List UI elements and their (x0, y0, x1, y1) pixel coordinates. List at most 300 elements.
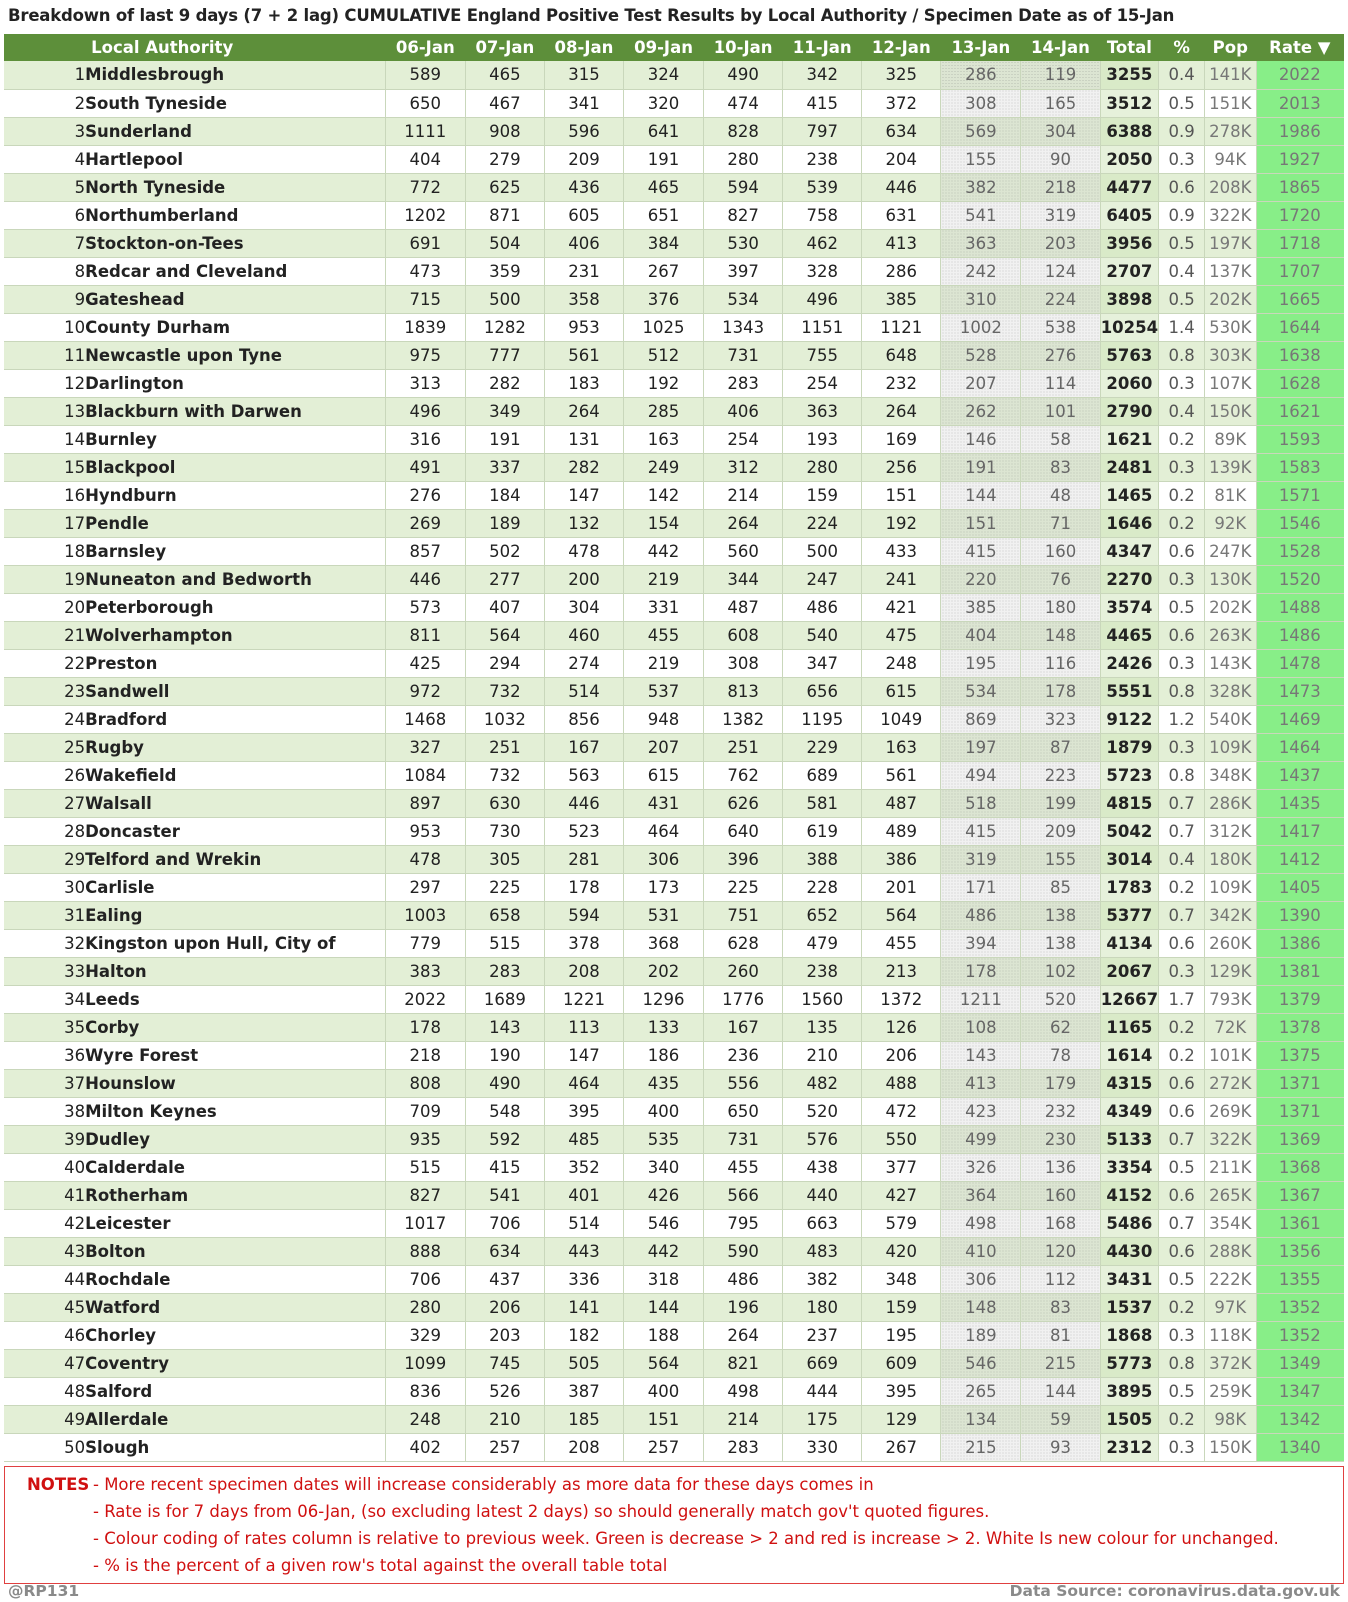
column-header-day[interactable]: 12-Jan (871, 38, 931, 57)
day-cell: 706 (385, 1265, 465, 1293)
lag-day-cell: 1211 (941, 985, 1021, 1013)
day-cell: 1382 (704, 705, 783, 733)
lag-day-cell: 151 (941, 509, 1021, 537)
lag-day-cell: 93 (1021, 1433, 1100, 1461)
day-cell: 182 (544, 1321, 623, 1349)
total-cell: 6388 (1100, 117, 1159, 145)
local-authority-cell: Sandwell (85, 677, 385, 705)
lag-day-cell: 534 (941, 677, 1021, 705)
table-row (4, 817, 1344, 845)
column-header-percent[interactable]: % (1173, 38, 1190, 57)
day-cell: 406 (544, 229, 623, 257)
local-authority-cell: Redcar and Cleveland (85, 257, 385, 285)
day-cell: 502 (465, 537, 544, 565)
day-cell: 908 (465, 117, 544, 145)
column-header-day[interactable]: 11-Jan (792, 38, 852, 57)
day-cell: 228 (783, 873, 862, 901)
rank-cell: 44 (4, 1265, 85, 1293)
day-cell: 129 (862, 1405, 941, 1433)
pop-cell: 793K (1204, 985, 1256, 1013)
day-cell: 465 (465, 61, 544, 89)
lag-day-cell: 423 (941, 1097, 1021, 1125)
rank-cell: 3 (4, 117, 85, 145)
rank-cell: 33 (4, 957, 85, 985)
day-cell: 489 (862, 817, 941, 845)
day-cell: 402 (385, 1433, 465, 1461)
day-cell: 546 (624, 1209, 704, 1237)
percent-cell: 0.9 (1159, 201, 1205, 229)
day-cell: 214 (704, 1405, 783, 1433)
day-cell: 264 (544, 397, 623, 425)
pop-cell: 211K (1204, 1153, 1256, 1181)
table-row (4, 117, 1344, 145)
pop-cell: 288K (1204, 1237, 1256, 1265)
day-cell: 237 (783, 1321, 862, 1349)
table-row (4, 621, 1344, 649)
day-cell: 515 (465, 929, 544, 957)
table-row (4, 789, 1344, 817)
day-cell: 358 (544, 285, 623, 313)
local-authority-cell: Sunderland (85, 117, 385, 145)
day-cell: 401 (544, 1181, 623, 1209)
pop-cell: 72K (1204, 1013, 1256, 1041)
pop-cell: 222K (1204, 1265, 1256, 1293)
day-cell: 534 (704, 285, 783, 313)
pop-cell: 202K (1204, 285, 1256, 313)
pop-cell: 263K (1204, 621, 1256, 649)
day-cell: 203 (465, 1321, 544, 1349)
local-authority-cell: Watford (85, 1293, 385, 1321)
day-cell: 312 (704, 453, 783, 481)
percent-cell: 0.3 (1159, 369, 1205, 397)
local-authority-cell: Kingston upon Hull, City of (85, 929, 385, 957)
day-cell: 550 (862, 1125, 941, 1153)
percent-cell: 0.3 (1159, 145, 1205, 173)
rate-cell: 1478 (1256, 649, 1343, 677)
day-cell: 479 (783, 929, 862, 957)
rate-cell: 1361 (1256, 1209, 1343, 1237)
day-cell: 730 (465, 817, 544, 845)
rank-cell: 48 (4, 1377, 85, 1405)
total-cell: 1783 (1100, 873, 1159, 901)
day-cell: 689 (783, 761, 862, 789)
rank-cell: 39 (4, 1125, 85, 1153)
day-cell: 446 (862, 173, 941, 201)
lag-day-cell: 415 (941, 537, 1021, 565)
day-cell: 368 (624, 929, 704, 957)
local-authority-cell: North Tyneside (85, 173, 385, 201)
rank-cell: 7 (4, 229, 85, 257)
column-header-day[interactable]: 10-Jan (713, 38, 773, 57)
lag-day-cell: 528 (941, 341, 1021, 369)
rank-cell: 29 (4, 845, 85, 873)
table-row (4, 593, 1344, 621)
day-cell: 264 (704, 509, 783, 537)
lag-day-cell: 81 (1021, 1321, 1100, 1349)
pop-cell: 89K (1204, 425, 1256, 453)
lag-day-cell: 102 (1021, 957, 1100, 985)
day-cell: 324 (624, 61, 704, 89)
page-title: Breakdown of last 9 days (7 + 2 lag) CUMULATIVE England Positive Test Results by Local Authority / Specimen Date as of 15-Jan (8, 6, 1175, 25)
pop-cell: 530K (1204, 313, 1256, 341)
rank-cell: 6 (4, 201, 85, 229)
table-row (4, 89, 1344, 117)
day-cell: 827 (385, 1181, 465, 1209)
day-cell: 208 (544, 957, 623, 985)
day-cell: 531 (624, 901, 704, 929)
percent-cell: 0.2 (1159, 1293, 1205, 1321)
table-row (4, 873, 1344, 901)
day-cell: 256 (862, 453, 941, 481)
day-cell: 285 (624, 397, 704, 425)
percent-cell: 1.7 (1159, 985, 1205, 1013)
table-row (4, 313, 1344, 341)
day-cell: 478 (385, 845, 465, 873)
day-cell: 564 (624, 1349, 704, 1377)
note-line: - More recent specimen dates will increase considerably as more data for these days comes in (93, 1475, 874, 1494)
day-cell: 400 (624, 1377, 704, 1405)
lag-day-cell: 155 (941, 145, 1021, 173)
local-authority-cell: Darlington (85, 369, 385, 397)
percent-cell: 0.8 (1159, 761, 1205, 789)
day-cell: 563 (544, 761, 623, 789)
day-cell: 1372 (862, 985, 941, 1013)
total-cell: 1621 (1100, 425, 1159, 453)
rate-cell: 1368 (1256, 1153, 1343, 1181)
total-cell: 4152 (1100, 1181, 1159, 1209)
day-cell: 576 (783, 1125, 862, 1153)
column-header-pop[interactable]: Pop (1212, 38, 1248, 57)
day-cell: 159 (862, 1293, 941, 1321)
lag-day-cell: 83 (1021, 1293, 1100, 1321)
percent-cell: 0.7 (1159, 1209, 1205, 1237)
rank-cell: 17 (4, 509, 85, 537)
table-row (4, 1265, 1344, 1293)
day-cell: 440 (783, 1181, 862, 1209)
day-cell: 431 (624, 789, 704, 817)
day-cell: 483 (783, 1237, 862, 1265)
total-cell: 2426 (1100, 649, 1159, 677)
local-authority-cell: Slough (85, 1433, 385, 1461)
column-header-day[interactable]: 08-Jan (554, 38, 614, 57)
day-cell: 594 (544, 901, 623, 929)
local-authority-cell: Barnsley (85, 537, 385, 565)
percent-cell: 1.4 (1159, 313, 1205, 341)
rate-cell: 1378 (1256, 1013, 1343, 1041)
lag-day-cell: 486 (941, 901, 1021, 929)
percent-cell: 0.6 (1159, 621, 1205, 649)
lag-day-cell: 199 (1021, 789, 1100, 817)
day-cell: 159 (783, 481, 862, 509)
lag-day-cell: 83 (1021, 453, 1100, 481)
pop-cell: 197K (1204, 229, 1256, 257)
column-header-day[interactable]: 06-Jan (395, 38, 455, 57)
day-cell: 304 (544, 593, 623, 621)
day-cell: 425 (385, 649, 465, 677)
total-cell: 4315 (1100, 1069, 1159, 1097)
percent-cell: 0.2 (1159, 1013, 1205, 1041)
total-cell: 2050 (1100, 145, 1159, 173)
day-cell: 269 (385, 509, 465, 537)
rate-cell: 1352 (1256, 1321, 1343, 1349)
day-cell: 435 (624, 1069, 704, 1097)
rank-cell: 35 (4, 1013, 85, 1041)
lag-day-cell: 520 (1021, 985, 1100, 1013)
pop-cell: 118K (1204, 1321, 1256, 1349)
local-authority-cell: Blackburn with Darwen (85, 397, 385, 425)
lag-day-cell: 209 (1021, 817, 1100, 845)
rank-cell: 22 (4, 649, 85, 677)
rate-cell: 2022 (1256, 61, 1343, 89)
day-cell: 464 (544, 1069, 623, 1097)
table-row (4, 1349, 1344, 1377)
pop-cell: 202K (1204, 593, 1256, 621)
day-cell: 561 (544, 341, 623, 369)
pop-cell: 322K (1204, 1125, 1256, 1153)
day-cell: 397 (704, 257, 783, 285)
lag-day-cell: 178 (1021, 677, 1100, 705)
pop-cell: 342K (1204, 901, 1256, 929)
pop-cell: 247K (1204, 537, 1256, 565)
day-cell: 376 (624, 285, 704, 313)
rate-cell: 1546 (1256, 509, 1343, 537)
local-authority-cell: Bradford (85, 705, 385, 733)
table-body (4, 61, 1344, 1461)
rank-cell: 37 (4, 1069, 85, 1097)
local-authority-cell: Leicester (85, 1209, 385, 1237)
day-cell: 325 (862, 61, 941, 89)
lag-day-cell: 191 (941, 453, 1021, 481)
day-cell: 208 (544, 1433, 623, 1461)
lag-day-cell: 394 (941, 929, 1021, 957)
day-cell: 195 (862, 1321, 941, 1349)
day-cell: 634 (862, 117, 941, 145)
table-row (4, 425, 1344, 453)
day-cell: 1084 (385, 761, 465, 789)
day-cell: 286 (862, 257, 941, 285)
day-cell: 455 (624, 621, 704, 649)
total-cell: 3956 (1100, 229, 1159, 257)
column-header-day[interactable]: 13-Jan (951, 38, 1011, 57)
percent-cell: 0.6 (1159, 537, 1205, 565)
lag-day-cell: 168 (1021, 1209, 1100, 1237)
percent-cell: 0.4 (1159, 61, 1205, 89)
day-cell: 1202 (385, 201, 465, 229)
day-cell: 340 (624, 1153, 704, 1181)
day-cell: 427 (862, 1181, 941, 1209)
rank-cell: 49 (4, 1405, 85, 1433)
rank-cell: 28 (4, 817, 85, 845)
table-row (4, 173, 1344, 201)
rank-cell: 10 (4, 313, 85, 341)
day-cell: 200 (544, 565, 623, 593)
day-cell: 455 (704, 1153, 783, 1181)
percent-cell: 0.3 (1159, 957, 1205, 985)
day-cell: 192 (624, 369, 704, 397)
column-header-rate-sorted[interactable]: Rate ▼ (1269, 38, 1331, 57)
column-header-day[interactable]: 14-Jan (1031, 38, 1090, 57)
rate-cell: 1417 (1256, 817, 1343, 845)
column-header-day[interactable]: 09-Jan (634, 38, 693, 57)
pop-cell: 354K (1204, 1209, 1256, 1237)
total-cell: 1165 (1100, 1013, 1159, 1041)
total-cell: 3574 (1100, 593, 1159, 621)
rank-cell: 27 (4, 789, 85, 817)
notes-box (4, 1466, 1344, 1584)
author-credit: @RP131 (8, 1582, 80, 1600)
day-cell: 2022 (385, 985, 465, 1013)
percent-cell: 0.4 (1159, 845, 1205, 873)
day-cell: 560 (704, 537, 783, 565)
column-header-local-authority[interactable]: Local Authority (91, 38, 234, 57)
rank-cell: 16 (4, 481, 85, 509)
rate-cell: 1375 (1256, 1041, 1343, 1069)
local-authority-cell: Newcastle upon Tyne (85, 341, 385, 369)
local-authority-cell: Gateshead (85, 285, 385, 313)
lag-day-cell: 160 (1021, 537, 1100, 565)
rate-cell: 1352 (1256, 1293, 1343, 1321)
pop-cell: 141K (1204, 61, 1256, 89)
day-cell: 1111 (385, 117, 465, 145)
day-cell: 609 (862, 1349, 941, 1377)
lag-day-cell: 223 (1021, 761, 1100, 789)
lag-day-cell: 308 (941, 89, 1021, 117)
total-cell: 2270 (1100, 565, 1159, 593)
percent-cell: 0.5 (1159, 1153, 1205, 1181)
column-header-total[interactable]: Total (1106, 38, 1152, 57)
rank-cell: 11 (4, 341, 85, 369)
local-authority-cell: Stockton-on-Tees (85, 229, 385, 257)
day-cell: 267 (862, 1433, 941, 1461)
day-cell: 1221 (544, 985, 623, 1013)
day-cell: 344 (704, 565, 783, 593)
day-cell: 283 (704, 369, 783, 397)
day-cell: 797 (783, 117, 862, 145)
rate-cell: 1865 (1256, 173, 1343, 201)
percent-cell: 0.3 (1159, 1433, 1205, 1461)
day-cell: 257 (624, 1433, 704, 1461)
day-cell: 214 (704, 481, 783, 509)
local-authority-cell: Hounslow (85, 1069, 385, 1097)
lag-day-cell: 215 (941, 1433, 1021, 1461)
total-cell: 1614 (1100, 1041, 1159, 1069)
local-authority-cell: Wolverhampton (85, 621, 385, 649)
day-cell: 1049 (862, 705, 941, 733)
day-cell: 520 (783, 1097, 862, 1125)
lag-day-cell: 146 (941, 425, 1021, 453)
rank-cell: 21 (4, 621, 85, 649)
column-header-day[interactable]: 07-Jan (475, 38, 535, 57)
total-cell: 5763 (1100, 341, 1159, 369)
day-cell: 564 (465, 621, 544, 649)
data-source-link[interactable]: Data Source: coronavirus.data.gov.uk (1009, 1582, 1340, 1600)
day-cell: 446 (385, 565, 465, 593)
rate-cell: 1528 (1256, 537, 1343, 565)
lag-day-cell: 413 (941, 1069, 1021, 1097)
pop-cell: 208K (1204, 173, 1256, 201)
day-cell: 485 (544, 1125, 623, 1153)
table-row (4, 1433, 1344, 1461)
rank-cell: 9 (4, 285, 85, 313)
total-cell: 2312 (1100, 1433, 1159, 1461)
day-cell: 539 (783, 173, 862, 201)
day-cell: 828 (704, 117, 783, 145)
rate-cell: 1486 (1256, 621, 1343, 649)
day-cell: 238 (783, 957, 862, 985)
pop-cell: 150K (1204, 1433, 1256, 1461)
rank-cell: 1 (4, 61, 85, 89)
percent-cell: 0.6 (1159, 929, 1205, 957)
percent-cell: 0.5 (1159, 89, 1205, 117)
day-cell: 254 (783, 369, 862, 397)
day-cell: 514 (544, 677, 623, 705)
day-cell: 732 (465, 761, 544, 789)
day-cell: 196 (704, 1293, 783, 1321)
local-authority-cell: Wyre Forest (85, 1041, 385, 1069)
day-cell: 386 (862, 845, 941, 873)
local-authority-cell: Corby (85, 1013, 385, 1041)
day-cell: 283 (465, 957, 544, 985)
day-cell: 490 (465, 1069, 544, 1097)
day-cell: 257 (465, 1433, 544, 1461)
table-row (4, 1181, 1344, 1209)
pop-cell: 109K (1204, 873, 1256, 901)
day-cell: 315 (544, 61, 623, 89)
header-row (4, 34, 1344, 61)
rank-cell: 4 (4, 145, 85, 173)
day-cell: 175 (783, 1405, 862, 1433)
day-cell: 192 (862, 509, 941, 537)
note-line: - Colour coding of rates column is relative to previous week. Green is decrease > 2 and red is increase > 2. White Is new colour for unchanged. (93, 1529, 1279, 1548)
lag-day-cell: 326 (941, 1153, 1021, 1181)
day-cell: 280 (783, 453, 862, 481)
day-cell: 745 (465, 1349, 544, 1377)
lag-day-cell: 189 (941, 1321, 1021, 1349)
rate-cell: 1718 (1256, 229, 1343, 257)
day-cell: 185 (544, 1405, 623, 1433)
pop-cell: 286K (1204, 789, 1256, 817)
rank-cell: 14 (4, 425, 85, 453)
pop-cell: 98K (1204, 1405, 1256, 1433)
table-row (4, 1405, 1344, 1433)
lag-day-cell: 138 (1021, 901, 1100, 929)
day-cell: 631 (862, 201, 941, 229)
rate-cell: 1638 (1256, 341, 1343, 369)
day-cell: 210 (465, 1405, 544, 1433)
rank-cell: 36 (4, 1041, 85, 1069)
total-cell: 2790 (1100, 397, 1159, 425)
percent-cell: 0.6 (1159, 173, 1205, 201)
day-cell: 1151 (783, 313, 862, 341)
total-cell: 3512 (1100, 89, 1159, 117)
lag-day-cell: 224 (1021, 285, 1100, 313)
day-cell: 594 (704, 173, 783, 201)
rank-cell: 24 (4, 705, 85, 733)
day-cell: 619 (783, 817, 862, 845)
percent-cell: 0.5 (1159, 593, 1205, 621)
day-cell: 279 (465, 145, 544, 173)
day-cell: 1017 (385, 1209, 465, 1237)
day-cell: 808 (385, 1069, 465, 1097)
day-cell: 189 (465, 509, 544, 537)
day-cell: 795 (704, 1209, 783, 1237)
pop-cell: 269K (1204, 1097, 1256, 1125)
day-cell: 462 (783, 229, 862, 257)
day-cell: 505 (544, 1349, 623, 1377)
day-cell: 264 (704, 1321, 783, 1349)
day-cell: 1839 (385, 313, 465, 341)
day-cell: 280 (704, 145, 783, 173)
